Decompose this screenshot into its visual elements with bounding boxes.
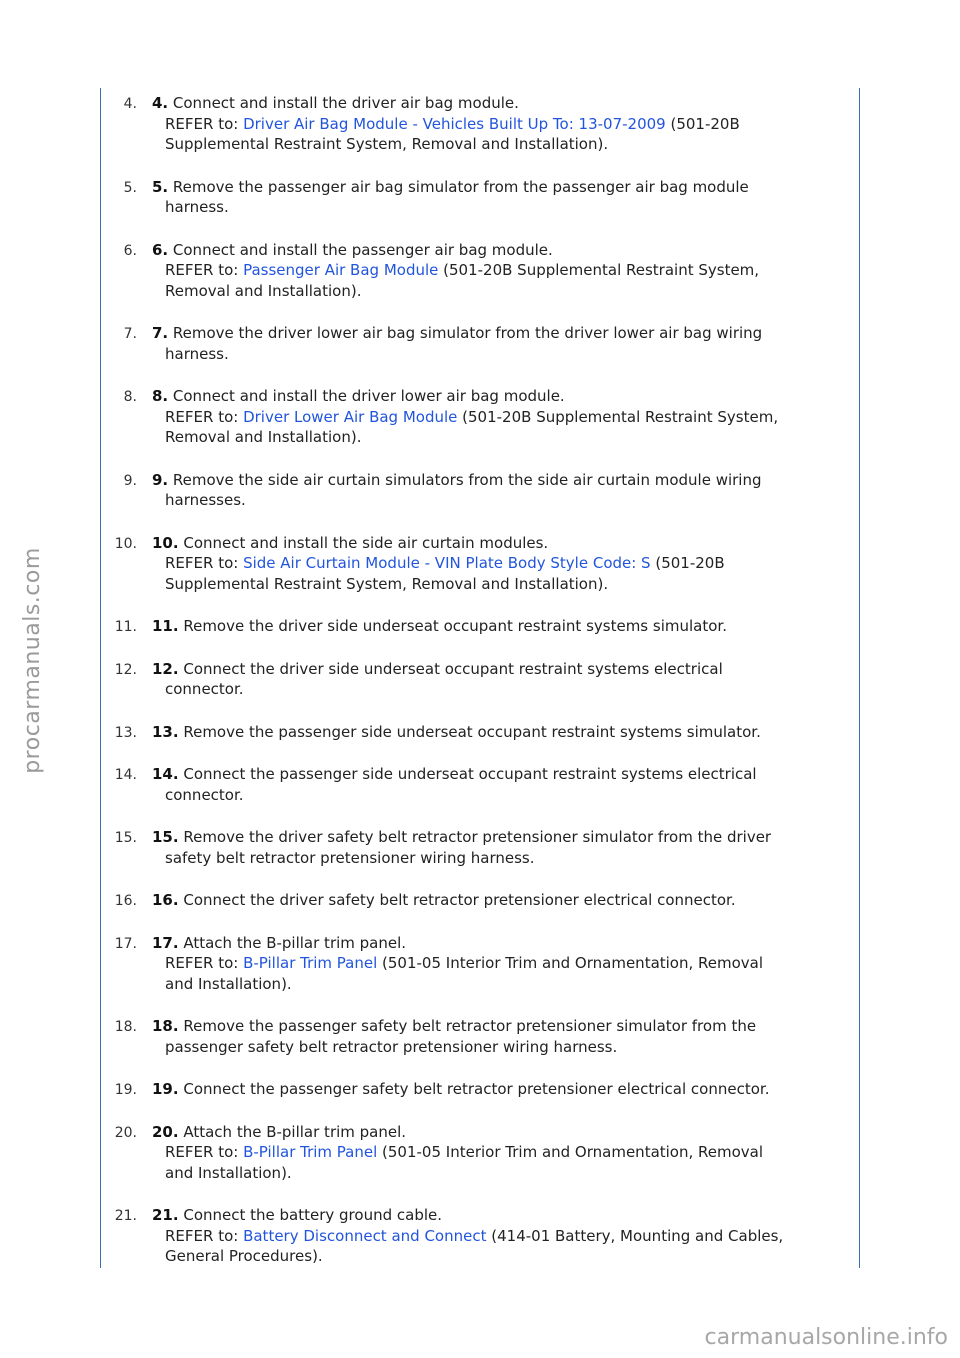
refer-suffix: (501-20B Supplemental Restraint System, bbox=[457, 407, 779, 426]
procedure-step bbox=[0, 1079, 960, 1100]
step-heading-text: Attach the B-pillar trim panel. bbox=[178, 1122, 407, 1141]
step-number: 20. bbox=[114, 1124, 137, 1141]
step-number: 13. bbox=[114, 724, 137, 741]
refer-prefix: REFER to: bbox=[165, 1143, 244, 1161]
step-heading-text: Connect and install the driver lower air bag module. bbox=[168, 387, 565, 405]
step-continuation: General Procedures). bbox=[165, 1247, 323, 1265]
step-continuation: and Installation). bbox=[165, 974, 292, 993]
procedure-step bbox=[0, 659, 960, 700]
refer-line bbox=[152, 1142, 842, 1163]
step-number: 4. bbox=[123, 96, 137, 112]
reference-link[interactable]: Passenger Air Bag Module bbox=[243, 261, 439, 279]
step-heading bbox=[152, 1079, 842, 1100]
refer-suffix: (414-01 Battery, Mounting and Cables, bbox=[486, 1226, 784, 1245]
step-body bbox=[152, 1205, 842, 1267]
refer-line bbox=[152, 953, 842, 974]
step-heading bbox=[152, 933, 842, 954]
step-heading-text: Attach the B-pillar trim panel. bbox=[178, 933, 407, 952]
step-heading-text: Connect and install the passenger air bag module. bbox=[168, 240, 553, 259]
step-body bbox=[152, 470, 842, 511]
step-body bbox=[152, 722, 842, 743]
step-heading-number: 4. bbox=[152, 94, 169, 112]
refer-prefix: REFER to: bbox=[165, 261, 244, 279]
reference-link[interactable]: Driver Air Bag Module - Vehicles Built Up To: 13-07-2009 bbox=[243, 114, 666, 133]
step-body bbox=[152, 93, 842, 155]
step-heading bbox=[152, 1016, 842, 1037]
procedure-step bbox=[0, 533, 960, 595]
step-heading bbox=[152, 722, 842, 743]
step-continuation: harness. bbox=[165, 344, 229, 363]
bottom-watermark: carmanualsonline.info bbox=[704, 1325, 948, 1350]
procedure-step bbox=[0, 616, 960, 637]
step-number: 12. bbox=[114, 661, 137, 678]
step-number: 18. bbox=[114, 1019, 137, 1035]
step-number: 5. bbox=[123, 179, 137, 196]
step-heading-text: Remove the driver side underseat occupant restraint systems simulator. bbox=[178, 617, 727, 635]
procedure-step bbox=[0, 177, 960, 218]
step-heading-text: Connect the battery ground cable. bbox=[178, 1206, 443, 1224]
step-heading-text: Remove the side air curtain simulators from the side air curtain module wiring bbox=[168, 470, 762, 489]
step-heading-number: 16. bbox=[152, 891, 179, 909]
procedure-step bbox=[0, 470, 960, 511]
refer-suffix: (501-20B bbox=[665, 114, 740, 133]
step-heading-text: Remove the passenger side underseat occupant restraint systems simulator. bbox=[178, 722, 761, 741]
step-heading-number: 21. bbox=[152, 1206, 179, 1224]
step-heading bbox=[152, 827, 842, 848]
step-heading-number: 14. bbox=[152, 765, 179, 783]
step-heading-number: 6. bbox=[152, 240, 169, 259]
step-number: 21. bbox=[114, 1208, 137, 1224]
step-heading-text: Connect and install the driver air bag module. bbox=[168, 94, 519, 112]
procedure-step bbox=[0, 1122, 960, 1184]
step-heading-number: 10. bbox=[152, 533, 179, 552]
step-heading-text: Connect and install the side air curtain modules. bbox=[178, 533, 549, 552]
step-heading-number: 20. bbox=[152, 1122, 179, 1141]
step-heading bbox=[152, 323, 842, 344]
step-heading bbox=[152, 659, 842, 680]
step-heading bbox=[152, 386, 842, 407]
step-heading bbox=[152, 890, 842, 911]
step-heading-text: Connect the driver safety belt retractor pretensioner electrical connector. bbox=[178, 891, 736, 909]
reference-link[interactable]: B-Pillar Trim Panel bbox=[243, 1143, 378, 1161]
step-heading bbox=[152, 1205, 842, 1226]
step-heading bbox=[152, 533, 842, 554]
refer-prefix: REFER to: bbox=[165, 954, 244, 972]
step-heading bbox=[152, 240, 842, 261]
step-number: 19. bbox=[114, 1082, 137, 1098]
step-body bbox=[152, 386, 842, 448]
step-number: 8. bbox=[123, 389, 137, 405]
procedure-step bbox=[0, 827, 960, 868]
step-body bbox=[152, 533, 842, 595]
step-continuation: connector. bbox=[165, 785, 244, 804]
step-body bbox=[152, 890, 842, 911]
step-body bbox=[152, 764, 842, 805]
step-number: 17. bbox=[114, 935, 137, 952]
step-continuation: connector. bbox=[165, 680, 244, 698]
step-body bbox=[152, 933, 842, 995]
step-heading-number: 17. bbox=[152, 933, 179, 952]
refer-suffix: (501-20B bbox=[650, 554, 725, 572]
refer-suffix: (501-20B Supplemental Restraint System, bbox=[438, 261, 760, 279]
step-continuation: safety belt retractor pretensioner wiring harness. bbox=[165, 848, 535, 867]
step-number: 6. bbox=[123, 242, 137, 259]
step-number: 16. bbox=[114, 893, 137, 909]
refer-line bbox=[152, 1226, 842, 1247]
step-number: 9. bbox=[123, 472, 137, 489]
procedure-step bbox=[0, 386, 960, 448]
step-heading bbox=[152, 470, 842, 491]
step-heading-number: 11. bbox=[152, 617, 179, 635]
reference-link[interactable]: B-Pillar Trim Panel bbox=[243, 954, 378, 972]
step-heading-text: Connect the driver side underseat occupant restraint systems electrical bbox=[178, 659, 723, 678]
step-continuation: Supplemental Restraint System, Removal and Installation). bbox=[165, 135, 609, 153]
procedure-step bbox=[0, 93, 960, 155]
step-body bbox=[152, 616, 842, 637]
refer-prefix: REFER to: bbox=[165, 407, 244, 426]
refer-suffix: (501-05 Interior Trim and Ornamentation, Removal bbox=[377, 954, 764, 972]
refer-line bbox=[152, 407, 842, 428]
procedure-step bbox=[0, 1205, 960, 1267]
step-continuation: Removal and Installation). bbox=[165, 281, 362, 300]
step-heading-number: 7. bbox=[152, 324, 169, 342]
step-number: 11. bbox=[114, 619, 137, 635]
refer-prefix: REFER to: bbox=[165, 1226, 244, 1245]
step-number: 10. bbox=[114, 535, 137, 552]
step-body bbox=[152, 323, 842, 364]
step-continuation: harnesses. bbox=[165, 491, 246, 509]
step-heading-number: 18. bbox=[152, 1017, 179, 1035]
step-heading-number: 13. bbox=[152, 722, 179, 741]
step-number: 14. bbox=[114, 767, 137, 783]
procedure-step bbox=[0, 933, 960, 995]
procedure-step bbox=[0, 722, 960, 743]
step-heading bbox=[152, 93, 842, 114]
step-continuation: Supplemental Restraint System, Removal and Installation). bbox=[165, 574, 609, 593]
step-body bbox=[152, 659, 842, 700]
step-heading-number: 9. bbox=[152, 470, 169, 489]
procedure-step bbox=[0, 764, 960, 805]
procedure-steps bbox=[0, 93, 960, 1289]
step-body bbox=[152, 1079, 842, 1100]
refer-line bbox=[152, 114, 842, 135]
step-heading-text: Connect the passenger side underseat occupant restraint systems electrical bbox=[178, 765, 757, 783]
refer-line bbox=[152, 553, 842, 574]
step-body bbox=[152, 177, 842, 218]
procedure-step bbox=[0, 1016, 960, 1057]
step-heading-text: Remove the passenger air bag simulator from the passenger air bag module bbox=[168, 177, 749, 196]
step-heading-text: Remove the driver safety belt retractor pretensioner simulator from the driver bbox=[178, 828, 772, 846]
refer-prefix: REFER to: bbox=[165, 554, 244, 572]
step-number: 15. bbox=[114, 830, 137, 846]
step-body bbox=[152, 240, 842, 302]
refer-line bbox=[152, 260, 842, 281]
step-heading-number: 15. bbox=[152, 828, 179, 846]
side-watermark-text: procarmanuals.com bbox=[19, 546, 45, 774]
step-continuation: harness. bbox=[165, 198, 229, 216]
step-continuation: Removal and Installation). bbox=[165, 428, 362, 446]
step-body bbox=[152, 1122, 842, 1184]
refer-suffix: (501-05 Interior Trim and Ornamentation, Removal bbox=[377, 1143, 764, 1161]
reference-link[interactable]: Driver Lower Air Bag Module bbox=[243, 407, 458, 426]
step-heading-number: 8. bbox=[152, 387, 169, 405]
step-heading-number: 12. bbox=[152, 659, 179, 678]
step-continuation: passenger safety belt retractor pretensioner wiring harness. bbox=[165, 1037, 618, 1056]
step-heading-number: 19. bbox=[152, 1080, 179, 1098]
procedure-step bbox=[0, 890, 960, 911]
procedure-step bbox=[0, 323, 960, 364]
step-heading bbox=[152, 1122, 842, 1143]
step-continuation: and Installation). bbox=[165, 1163, 292, 1182]
refer-prefix: REFER to: bbox=[165, 114, 244, 133]
reference-link[interactable]: Side Air Curtain Module - VIN Plate Body Style Code: S bbox=[243, 554, 651, 572]
step-number: 7. bbox=[123, 326, 137, 342]
step-heading-text: Remove the driver lower air bag simulator from the driver lower air bag wiring bbox=[168, 324, 763, 342]
step-heading bbox=[152, 177, 842, 198]
step-body bbox=[152, 827, 842, 868]
step-heading-text: Remove the passenger safety belt retractor pretensioner simulator from the bbox=[178, 1017, 757, 1035]
step-body bbox=[152, 1016, 842, 1057]
procedure-step bbox=[0, 240, 960, 302]
step-heading bbox=[152, 764, 842, 785]
step-heading-number: 5. bbox=[152, 177, 169, 196]
step-heading bbox=[152, 616, 842, 637]
reference-link[interactable]: Battery Disconnect and Connect bbox=[243, 1226, 487, 1245]
step-heading-text: Connect the passenger safety belt retractor pretensioner electrical connector. bbox=[178, 1080, 770, 1098]
